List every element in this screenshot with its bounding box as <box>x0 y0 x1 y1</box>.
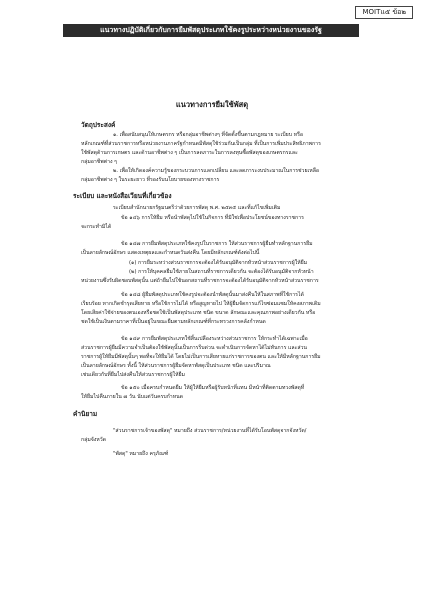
document-code-box: MOITแ๕ ข้อ๒ <box>355 6 413 19</box>
regulation-paragraph: ข้อ ๑๕๐ เมื่อครบกำหนดยืม ให้ผู้ให้ยืมหรือผู้รับหน้าที่แทน มีหน้าที่ติดตามทวงพัสดุที่ <box>121 385 305 391</box>
definition-paragraph: "พัสดุ" หมายถึง ครุภัณฑ์ <box>113 451 169 457</box>
regulations-heading: ระเบียบ และหนังสือเวียนที่เกี่ยวข้อง <box>73 192 172 200</box>
objective-paragraph: กลุ่มอาชีพต่าง ๆ ในระยะยาว ที่รองรับนโยบายของทางราชการ <box>81 177 220 183</box>
regulation-paragraph: ส่วนราชการผู้ยืมมีความจำเป็นต้องใช้พัสดุนั้นเป็นการรีบด่วน จะดำเนินการจัดหาได้ไม่ทันการ และส่วน <box>81 345 307 351</box>
regulation-paragraph: ข้อ ๑๔๘ ผู้ยืมพัสดุประเภทใช้คงรูปจะต้องนำพัสดุนั้นมาส่งคืนให้ในสภาพที่ใช้การได้ <box>121 292 304 298</box>
definition-paragraph: "ส่วนราชการเจ้าของพัสดุ" หมายถึง ส่วนราชการ/หน่วยงานที่ได้รับโอนพัสดุจากจังหวัด/ <box>113 428 307 434</box>
regulation-paragraph: เป็นลายลักษณ์อักษร แสดงเหตุผลและกำหนดวันส่งคืน โดยมีหลักเกณฑ์ดังต่อไปนี้ <box>81 250 260 256</box>
objective-paragraph: กลุ่มอาชีพต่าง ๆ <box>81 159 117 165</box>
regulation-paragraph: หน่วยงานซึ่งรับผิดชอบพัสดุนั้น แต่ถ้ายืมไปใช้นอกสถานที่ราชการจะต้องได้รับอนุมัติจากหัวหน้าส่วนราชการ <box>81 278 319 284</box>
regulation-paragraph: เป็นลายลักษณ์อักษร ทั้งนี้ ให้ส่วนราชการผู้ยืมจัดหาพัสดุเป็นประเภท ชนิด และปริมาณ <box>81 363 271 369</box>
regulation-paragraph: ระเบียบสำนักนายกรัฐมนตรีว่าด้วยการพัสดุ พ.ศ. ๒๕๓๕ และที่แก้ไขเพิ่มเติม <box>113 205 281 211</box>
objective-heading: วัตถุประสงค์ <box>81 121 116 129</box>
regulation-paragraph: ราชการผู้ให้ยืมมีพัสดุนั้นๆ พอที่จะให้ยืมได้ โดยไม่เป็นการเสียหายแก่ราชการของตน และให้มีหลักฐานการยืม <box>81 354 321 360</box>
definition-paragraph: กลุ่มจังหวัด <box>81 437 107 443</box>
regulation-paragraph: ให้ยืมไปคืนภายใน ๗ วัน นับแต่วันครบกำหนด <box>81 394 184 400</box>
regulation-paragraph: เรียบร้อย หากเกิดชำรุดเสียหาย หรือใช้การไม่ได้ หรือสูญหายไป ให้ผู้ยืมจัดการแก้ไขซ่อมแซมให้คงสภาพเดิม <box>81 301 321 307</box>
objective-paragraph: ใช้พัสดุด้านการเกษตร และด้านอาชีพต่าง ๆ เป็นการลดภาระในการลงทุนซื้อพัสดุของเกษตรกรและ <box>81 150 298 156</box>
regulation-paragraph: ข้อ ๑๔๙ การยืมพัสดุประเภทใช้สิ้นเปลืองระหว่างส่วนราชการ ให้กระทำได้เฉพาะเมื่อ <box>121 336 308 342</box>
definitions-heading: คำนิยาม <box>73 410 98 418</box>
objective-paragraph: ๒. เพื่อให้เกิดองค์ความรู้ของกระบวนการแลกเปลี่ยน และลดภาระงบประมาณในการช่วยเหลือ <box>113 168 320 174</box>
regulation-paragraph: โดยเสียค่าใช้จ่ายของตนเองหรือชดใช้เป็นพัสดุประเภท ชนิด ขนาด ลักษณะและคุณภาพอย่างเดียวกัน หรือ <box>81 310 316 316</box>
document-subtitle: แนวทางการยืมใช้พัสดุ <box>175 100 249 109</box>
regulation-paragraph: (๑) การยืมระหว่างส่วนราชการจะต้องได้รับอนุมัติจากหัวหน้าส่วนราชการผู้ให้ยืม <box>129 260 308 266</box>
objective-paragraph: หลักเกณฑ์ที่ส่วนราชการหรือหน่วยงานภาครัฐกำหนดมีพัสดุใช้ร่วมกันเป็นกลุ่ม ที่เป็นการเพิ่มประสิทธิภาพการ <box>81 141 321 147</box>
document-title-banner: แนวทางปฏิบัติเกี่ยวกับการยืมพัสดุประเภทใช้คงรูประหว่างหน่วยงานของรัฐ <box>63 24 359 37</box>
regulation-paragraph: ชดใช้เป็นเงินตามราคาที่เป็นอยู่ในขณะยืมตามหลักเกณฑ์ที่กระทรวงการคลังกำหนด <box>81 319 266 325</box>
regulation-paragraph: ข้อ ๑๔๖ การให้ยืม หรือนำพัสดุไปใช้ในกิจการ ที่มิใช่เพื่อประโยชน์ของทางราชการ <box>121 215 304 221</box>
regulation-paragraph: เช่นเดียวกับที่ยืมไปส่งคืนให้ส่วนราชการผู้ให้ยืม <box>81 372 185 378</box>
regulation-paragraph: ข้อ ๑๔๗ การยืมพัสดุประเภทใช้คงรูปในราชการ ให้ส่วนราชการผู้ยืมทำหลักฐานการยืม <box>121 241 313 247</box>
regulation-paragraph: (๒) การให้บุคคลยืมใช้ภายในสถานที่ราชการเดียวกัน จะต้องได้รับอนุมัติจากหัวหน้า <box>129 269 314 275</box>
objective-paragraph: ๑. เพื่อสนับสนุนให้เกษตรกร หรือกลุ่มอาชีพต่างๆ ที่จัดตั้งขึ้นตามกฎหมาย ระเบียบ หรือ <box>113 132 303 138</box>
regulation-paragraph: จะกระทำมิได้ <box>81 224 112 230</box>
